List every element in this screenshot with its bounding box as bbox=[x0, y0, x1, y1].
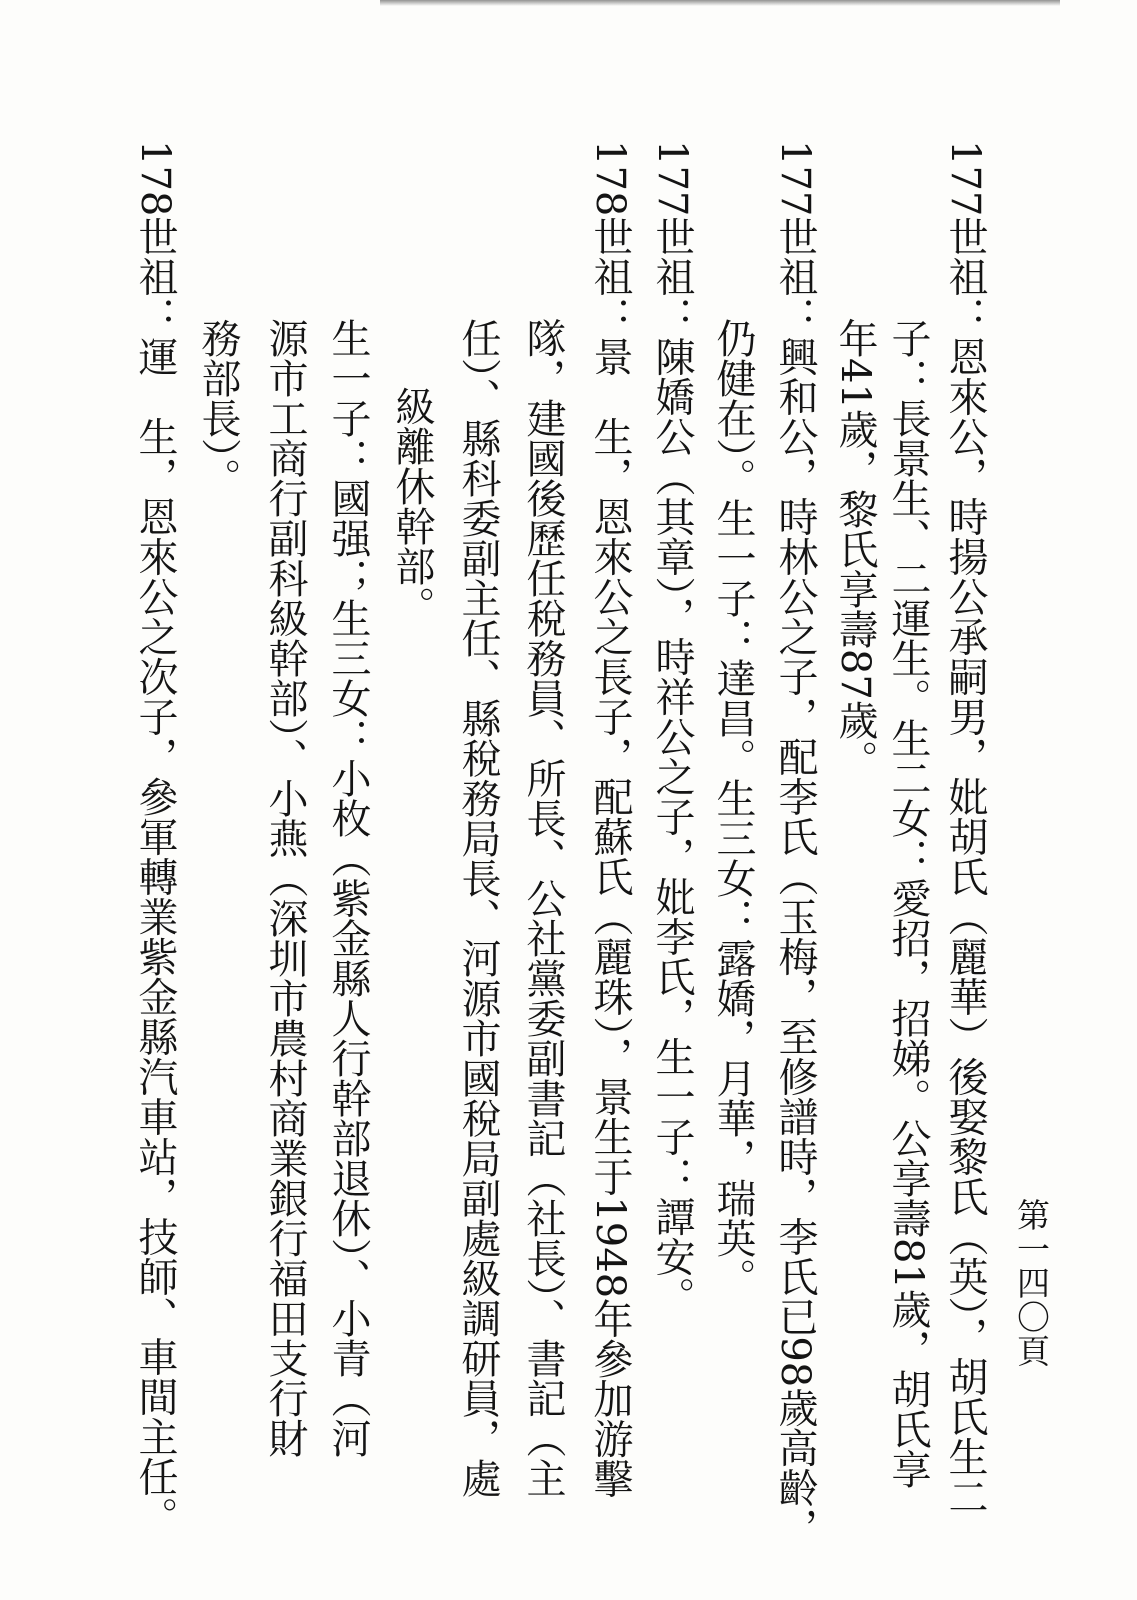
entry-line: 年41歲，黎氏享壽87歲。 bbox=[832, 318, 878, 780]
entry-line: 源市工商行副科級幹部）、小燕（深圳市農村商業銀行福田支行財 bbox=[262, 318, 308, 1458]
entry-line: 級離休幹部。 bbox=[389, 386, 435, 626]
entry-line: 生一子：國强；生三女：小枚（紫金縣人行幹部退休）、小青（河 bbox=[325, 318, 371, 1458]
entry-line: 177世祖：恩來公，時揚公承嗣男，妣胡氏（麗華）後娶黎氏（英），胡氏生二 bbox=[942, 140, 988, 1517]
scan-edge-shadow bbox=[380, 0, 1060, 6]
entry-line: 178世祖：運 生，恩來公之次子，參軍轉業紫金縣汽車站，技師、車間主任。 bbox=[132, 140, 178, 1537]
entry-line: 任）、縣科委副主任、縣稅務局長、河源市國稅局副處級調研員，處 bbox=[455, 318, 501, 1498]
entry-line: 子：長景生、二運生。生二女：愛招，招娣。公享壽81歲，胡氏享 bbox=[885, 318, 931, 1489]
page-number: 第一四〇頁 bbox=[1012, 1198, 1051, 1368]
entry-line: 隊，建國後歷任稅務員、所長、公社黨委副書記（社長）、書記（主 bbox=[520, 318, 566, 1498]
entry-line: 177世祖：陳嬌公（其章），時祥公之子，妣李氏，生一子：譚安。 bbox=[649, 140, 695, 1317]
entry-line: 務部長）。 bbox=[195, 318, 241, 498]
entry-line: 177世祖：興和公，時林公之子，配李氏（玉梅，至修譜時，李氏已98歲高齡， bbox=[772, 140, 818, 1548]
entry-line: 178世祖：景 生，恩來公之長子，配蘇氏（麗珠），景生于1948年參加游擊 bbox=[587, 140, 633, 1499]
entry-line: 仍健在）。生一子：達昌。生三女：露嬌，月華，瑞英。 bbox=[710, 318, 756, 1298]
